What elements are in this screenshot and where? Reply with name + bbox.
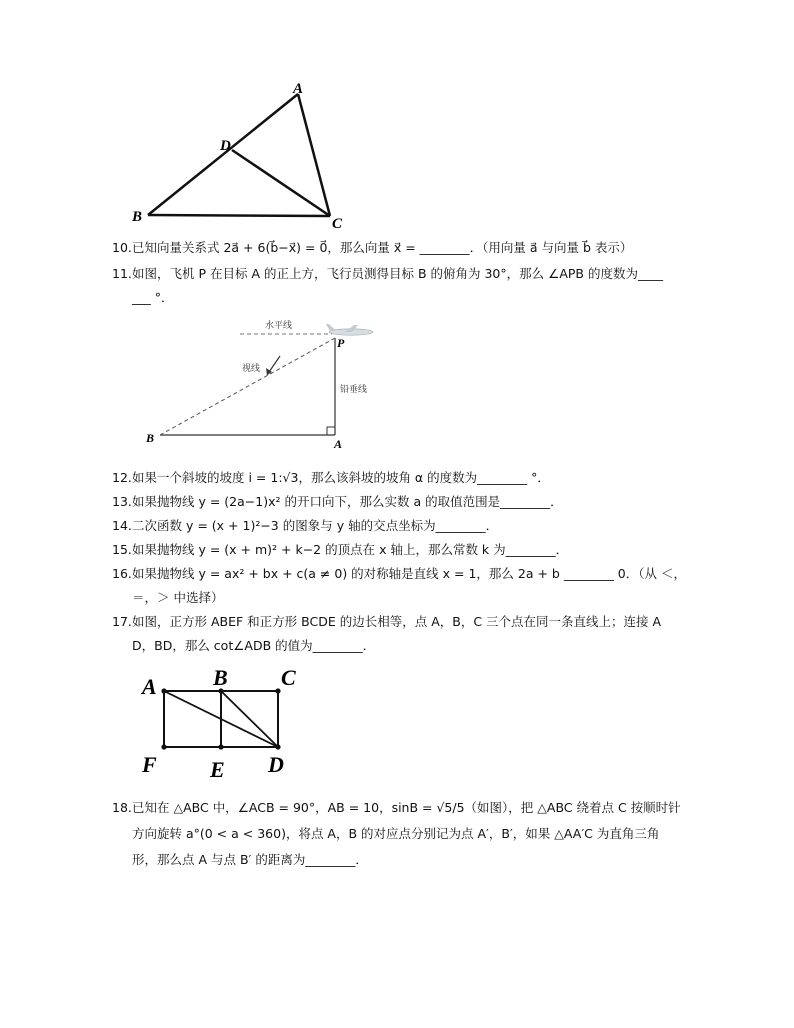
question-14: 14.二次函数 y = (x + 1)²−3 的图象与 y 轴的交点坐标为________． bbox=[112, 518, 499, 533]
square-label-D: D bbox=[268, 752, 284, 777]
sight-label: 视线 bbox=[242, 363, 261, 373]
question-11: 11.如图，飞机 P 在目标 A 的正上方，飞行员测得目标 B 的俯角为 30°，那么 ∠APB 的度数为____ ___ °． bbox=[112, 266, 663, 305]
question-12: 12.如果一个斜坡的坡度 i = 1:√3，那么该斜坡的坡角 α 的度数为________ °． bbox=[112, 470, 550, 485]
point-P: P bbox=[337, 336, 345, 350]
label-C: C bbox=[332, 216, 343, 230]
horizontal-label: 水平线 bbox=[265, 320, 293, 330]
airplane-icon bbox=[326, 324, 373, 335]
square-label-A: A bbox=[142, 674, 157, 699]
question-13: 13.如果抛物线 y = (2a−1)x² 的开口向下，那么实数 a 的取值范围是________． bbox=[112, 494, 563, 509]
triangle-figure bbox=[120, 80, 360, 230]
question-17: 17.如图，正方形 ABEF 和正方形 BCDE 的边长相等，点 A，B，C 三个点在同一条直线上；连接 A D，BD，那么 cot∠ADB 的值为________． bbox=[112, 614, 662, 653]
square-label-B: B bbox=[213, 665, 228, 690]
question-15: 15.如果抛物线 y = (x + m)² + k−2 的顶点在 x 轴上，那么常数 k 为________． bbox=[112, 542, 569, 557]
plumb-label: 铅垂线 bbox=[340, 384, 368, 394]
square-label-E: E bbox=[210, 757, 225, 782]
label-A: A bbox=[293, 81, 304, 97]
point-A: A bbox=[334, 437, 343, 451]
question-10: 10.已知向量关系式 2a⃗ + 6(b⃗−x⃗) = 0⃗，那么向量 x⃗ = ________．（用向量 a⃗ 与向量 b⃗ 表示） bbox=[112, 240, 633, 255]
squares-figure bbox=[135, 665, 315, 785]
airplane-figure bbox=[140, 315, 400, 455]
question-16: 16.如果抛物线 y = ax² + bx + c(a ≠ 0) 的对称轴是直线 x = 1，那么 2a + b ________ 0．（从 ＜， ＝，＞ 中选择） bbox=[112, 566, 686, 605]
label-B: B bbox=[132, 209, 143, 225]
point-B: B bbox=[146, 431, 155, 445]
square-label-F: F bbox=[142, 752, 157, 777]
question-18: 18.已知在 △ABC 中，∠ACB = 90°，AB = 10，sinB = √5/5（如图），把 △ABC 绕着点 C 按顺时针 方向旋转 a°(0 < a < 360)，将点 A，B 的对应点分别记为点 A′，B′，如果 △AA′C 为直角三角 形，那么点 A 与点 B′ 的距离为________． bbox=[112, 800, 681, 867]
label-D: D bbox=[220, 138, 231, 154]
square-label-C: C bbox=[281, 665, 296, 690]
